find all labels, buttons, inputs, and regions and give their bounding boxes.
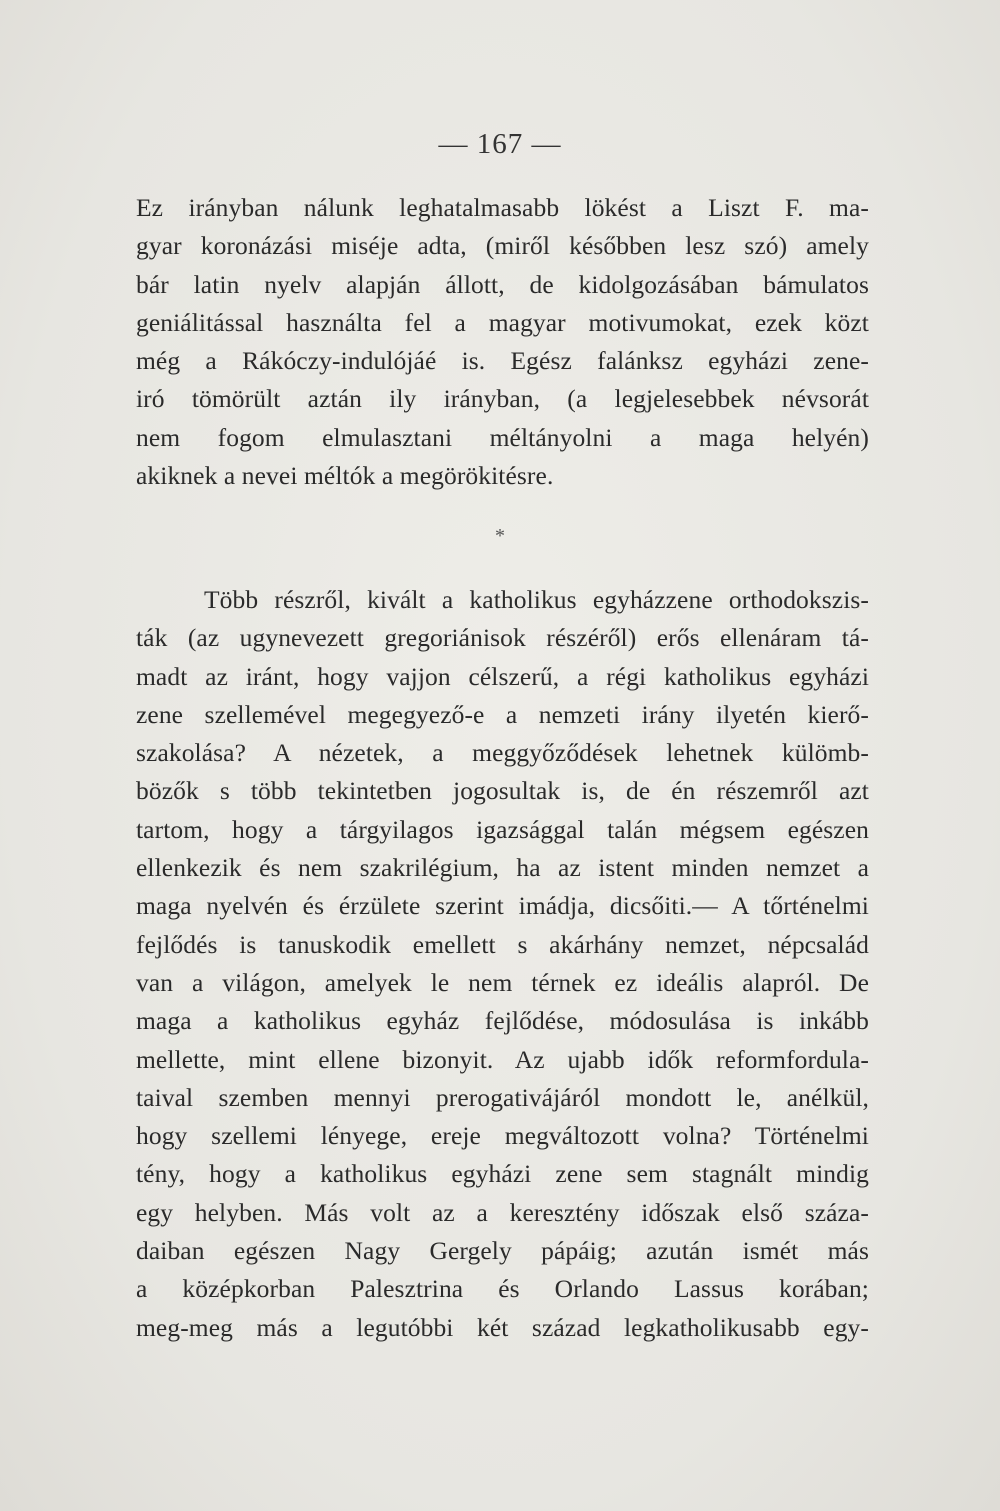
- text-line: maga a katholikus egyház fejlődése, módosulása is inkább: [136, 1006, 869, 1036]
- text-line: taival szemben mennyi prerogativájáról mondott le, anélkül,: [136, 1082, 869, 1112]
- text-line: ták (az ugynevezett gregoriánisok részéről) erős ellenáram tá-: [136, 623, 869, 653]
- text-line: bözők s több tekintetben jogosultak is, de én részemről azt: [136, 776, 869, 806]
- paragraph-2: [136, 581, 869, 1347]
- text-line: daiban egészen Nagy Gergely pápáig; azután ismét más: [136, 1236, 869, 1266]
- page-number: — 167 —: [438, 128, 562, 160]
- text-line: meg-meg más a legutóbbi két század legkatholikusabb egy-: [136, 1312, 869, 1342]
- paragraph-1: [136, 189, 869, 495]
- text-line: maga nyelvén és érzülete szerint imádja, dicsőiti.— A tőrténelmi: [136, 891, 869, 921]
- text-line: nem fogom elmulasztani méltányolni a maga helyén): [136, 422, 869, 452]
- text-line: tény, hogy a katholikus egyházi zene sem stagnált mindig: [136, 1159, 869, 1189]
- text-line: ellenkezik és nem szakrilégium, ha az istent minden nemzet a: [136, 853, 869, 883]
- text-line: hogy szellemi lényege, ereje megváltozott volna? Történelmi: [136, 1121, 869, 1151]
- text-line: Ez irányban nálunk leghatalmasabb lökést a Liszt F. ma-: [136, 193, 869, 222]
- text-line: van a világon, amelyek le nem térnek ez ideális alapról. De: [136, 967, 869, 997]
- text-line: tartom, hogy a tárgyilagos igazsággal talán mégsem egészen: [136, 814, 869, 844]
- text-line: madt az iránt, hogy vajjon célszerű, a régi katholikus egyházi: [136, 661, 869, 691]
- text-line: zene szellemével megegyező-e a nemzeti irány ilyetén kierő-: [136, 699, 869, 729]
- text-line: akiknek a nevei méltók a megörökitésre.: [136, 461, 554, 491]
- text-line: szakolása? A nézetek, a meggyőződések lehetnek külömb-: [136, 738, 869, 768]
- text-line: bár latin nyelv alapján állott, de kidolgozásában bámulatos: [136, 269, 869, 299]
- text-line: mellette, mint ellene bizonyit. Az ujabb idők reformfordula-: [136, 1044, 869, 1074]
- text-line: a középkorban Palesztrina és Orlando Lassus korában;: [136, 1274, 869, 1304]
- text-line: geniálitással használta fel a magyar motivumokat, ezek közt: [136, 307, 869, 337]
- text-line: fejlődés is tanuskodik emellett s akárhány nemzet, népcsalád: [136, 929, 869, 959]
- text-line: Több részről, kivált a katholikus egyházzene orthodokszis-: [204, 585, 869, 614]
- text-line: gyar koronázási miséje adta, (miről későbben lesz szó) amely: [136, 231, 869, 261]
- text-line: iró tömörült aztán ily irányban, (a legjelesebbek névsorát: [136, 384, 869, 414]
- text-line: egy helyben. Más volt az a keresztény időszak első száza-: [136, 1197, 869, 1227]
- text-line: még a Rákóczy-indulójáé is. Egész falánksz egyházi zene-: [136, 346, 869, 376]
- section-separator: *: [495, 525, 505, 547]
